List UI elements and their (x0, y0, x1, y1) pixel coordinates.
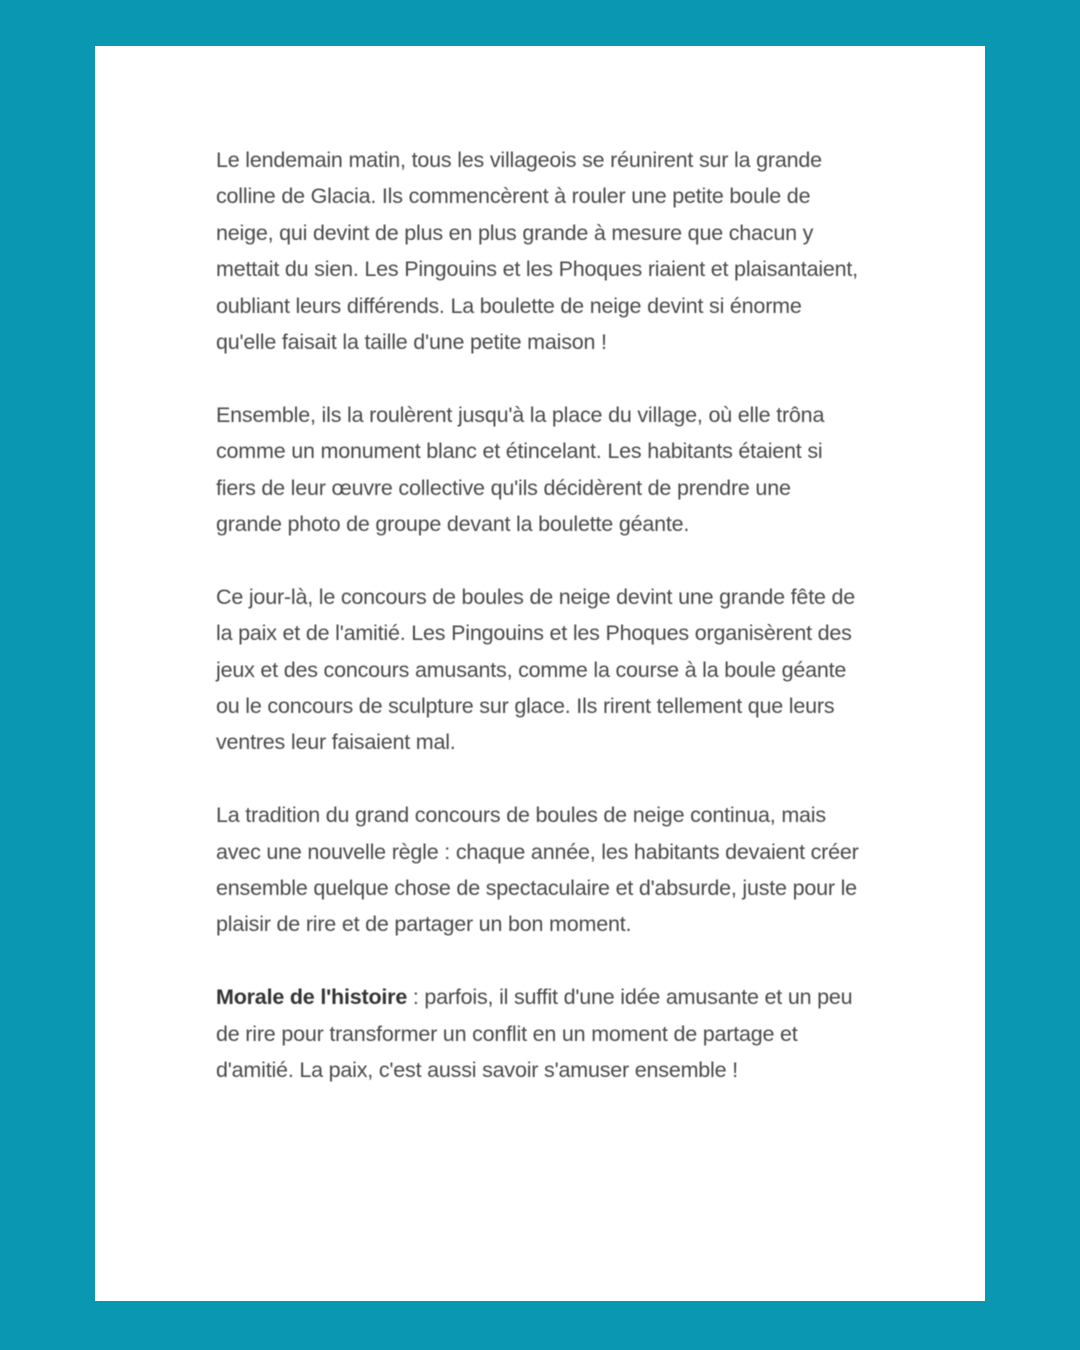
story-page (95, 46, 985, 1301)
moral-label: Morale de l'histoire (216, 985, 408, 1010)
story-paragraph-1: Le lendemain matin, tous les villageois se réunirent sur la grande colline de Glacia. Ils commencèrent à rouler une petite boule de neige, qui devint de plus en plus grande à mesure que chacun y mettait du sien. Les Pingouins et les Phoques riaient et plaisantaient, oubliant leurs différends. La boulette de neige devint si énorme qu'elle faisait la taille d'une petite maison ! (216, 148, 858, 355)
moral-text: : parfois, il suffit d'une idée amusante et un peu de rire pour transformer un conflit en un moment de partage et d'amitié. La paix, c'est aussi savoir s'amuser ensemble ! (216, 985, 853, 1083)
story-text (216, 142, 862, 1089)
story-paragraph-2: Ensemble, ils la roulèrent jusqu'à la place du village, où elle trôna comme un monument blanc et étincelant. Les habitants étaient si fiers de leur œuvre collective qu'ils décidèrent de prendre une grande photo de groupe devant la boulette géante. (216, 402, 825, 537)
story-paragraph-3: Ce jour-là, le concours de boules de neige devint une grande fête de la paix et de l'amitié. Les Pingouins et les Phoques organisèrent des jeux et des concours amusants, comme la course à la boule géante ou le concours de sculpture sur glace. Ils rirent tellement que leurs ventres leur faisaient mal. (216, 584, 856, 755)
story-paragraph-4: La tradition du grand concours de boules de neige continua, mais avec une nouvelle règle : chaque année, les habitants devaient créer ensemble quelque chose de spectaculaire et d'absurde, juste pour le plaisir de rire et de partager un bon moment. (216, 803, 859, 937)
story-moral (216, 979, 862, 1088)
